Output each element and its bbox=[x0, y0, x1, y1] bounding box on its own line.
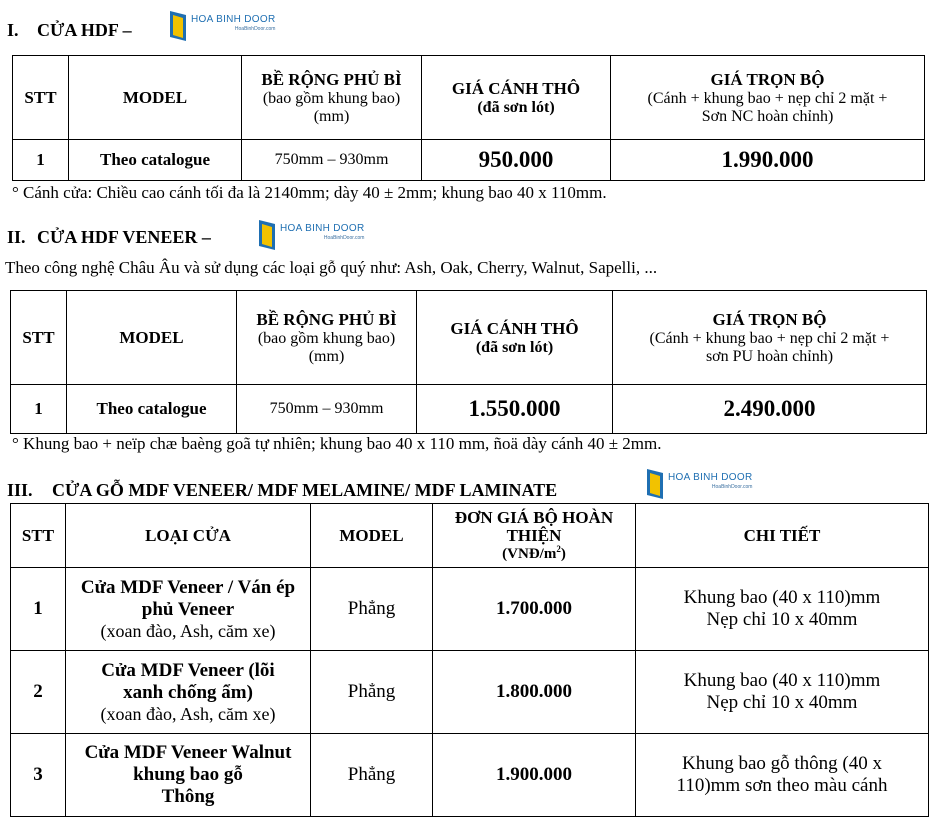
logo-brand-text: HOA BINH DOOR bbox=[280, 223, 365, 234]
cell-detail-line2: Nẹp chỉ 10 x 40mm bbox=[706, 609, 858, 630]
header-stt: STT bbox=[11, 504, 66, 568]
cell-full-price: 1.990.000 bbox=[611, 140, 925, 181]
header-full-sub2: Sơn NC hoàn chỉnh) bbox=[701, 107, 834, 125]
section3-title: CỬA GỖ MDF VENEER/ MDF MELAMINE/ MDF LAMINATE bbox=[52, 480, 558, 500]
header-price-unit: $(VNĐ/m^2)$ bbox=[502, 543, 566, 562]
cell-type bbox=[66, 651, 311, 734]
header-full-price bbox=[611, 56, 925, 140]
header-width-sub1: (bao gồm khung bao) bbox=[262, 89, 401, 107]
cell-price: 1.800.000 bbox=[433, 651, 636, 734]
section1-table bbox=[12, 55, 925, 181]
header-width-sub1: (bao gồm khung bao) bbox=[257, 329, 396, 347]
cell-type-line2: khung bao gỗ bbox=[133, 764, 243, 785]
header-width-title: BỀ RỘNG PHỦ BÌ bbox=[256, 309, 397, 329]
section2-intro: Theo công nghệ Châu Âu và sử dụng các loại gỗ quý như: Ash, Oak, Cherry, Walnut, Sapelli, ... bbox=[5, 258, 658, 277]
cell-width: 750mm – 930mm bbox=[242, 140, 422, 181]
table-header-row bbox=[11, 291, 927, 385]
header-raw-title: GIÁ CÁNH THÔ bbox=[450, 318, 579, 338]
cell-detail-line1: Khung bao (40 x 110)mm bbox=[683, 670, 881, 691]
section3-table bbox=[10, 503, 929, 817]
logo-site-text: HoaBinhDoor.com bbox=[323, 235, 365, 241]
header-width-sub2: (mm) bbox=[313, 107, 350, 125]
cell-detail-line1: Khung bao gỗ thông (40 x bbox=[681, 753, 882, 774]
cell-full-price: 2.490.000 bbox=[613, 385, 927, 434]
header-unit-price bbox=[433, 504, 636, 568]
table-header-row bbox=[11, 504, 929, 568]
cell-stt: 2 bbox=[11, 651, 66, 734]
section2-table bbox=[10, 290, 927, 434]
header-width-sub2: (mm) bbox=[308, 347, 345, 365]
header-full-sub1: (Cánh + khung bao + nẹp chỉ 2 mặt + bbox=[649, 329, 890, 347]
logo-site-text: HoaBinhDoor.com bbox=[711, 484, 753, 490]
cell-type-line1: Cửa MDF Veneer / Ván ép bbox=[80, 576, 296, 598]
cell-type-line1: Cửa MDF Veneer Walnut bbox=[84, 742, 292, 763]
brand-logo bbox=[644, 467, 752, 501]
header-full-title: GIÁ TRỌN BỘ bbox=[710, 69, 825, 89]
cell-type-line3: Thông bbox=[161, 786, 215, 807]
cell-raw-price: 1.550.000 bbox=[417, 385, 613, 434]
door-logo-icon bbox=[644, 467, 666, 501]
table-row bbox=[13, 140, 925, 181]
table-header-row bbox=[13, 56, 925, 140]
cell-detail bbox=[636, 734, 929, 817]
cell-detail-line2: Nẹp chỉ 10 x 40mm bbox=[706, 692, 858, 713]
table-row bbox=[11, 385, 927, 434]
section2-heading bbox=[7, 227, 211, 248]
logo-brand-text: HOA BINH DOOR bbox=[668, 472, 753, 483]
cell-type bbox=[66, 568, 311, 651]
cell-stt: 1 bbox=[11, 385, 67, 434]
cell-price: 1.700.000 bbox=[433, 568, 636, 651]
cell-model: Phẳng bbox=[311, 734, 433, 817]
cell-detail-line1: Khung bao (40 x 110)mm bbox=[683, 587, 881, 608]
cell-model: Phẳng bbox=[311, 568, 433, 651]
section3-number: III. bbox=[7, 480, 33, 500]
header-full-price bbox=[613, 291, 927, 385]
cell-stt: 3 bbox=[11, 734, 66, 817]
cell-model: Theo catalogue bbox=[67, 385, 237, 434]
header-price-line1: ĐƠN GIÁ BỘ HOÀN bbox=[454, 507, 614, 527]
cell-type bbox=[66, 734, 311, 817]
header-detail: CHI TIẾT bbox=[636, 504, 929, 568]
cell-stt: 1 bbox=[13, 140, 69, 181]
header-full-sub2: sơn PU hoàn chỉnh) bbox=[705, 347, 834, 365]
header-full-sub1: (Cánh + khung bao + nẹp chỉ 2 mặt + bbox=[647, 89, 888, 107]
cell-raw-price: 950.000 bbox=[422, 140, 611, 181]
header-raw-price bbox=[417, 291, 613, 385]
cell-detail-line2: 110)mm sơn theo màu cánh bbox=[676, 775, 888, 796]
header-raw-sub: (đã sơn lót) bbox=[475, 338, 554, 356]
section1-note: ° Cánh cửa: Chiều cao cánh tối đa là 2140mm; dày 40 ± 2mm; khung bao 40 x 110mm. bbox=[12, 183, 607, 202]
cell-type-line2: phủ Veneer bbox=[141, 598, 235, 620]
header-model: MODEL bbox=[67, 291, 237, 385]
header-model: MODEL bbox=[69, 56, 242, 140]
brand-logo bbox=[256, 218, 364, 252]
header-raw-title: GIÁ CÁNH THÔ bbox=[451, 78, 581, 98]
cell-width: 750mm – 930mm bbox=[237, 385, 417, 434]
cell-detail bbox=[636, 651, 929, 734]
cell-stt: 1 bbox=[11, 568, 66, 651]
header-stt: STT bbox=[11, 291, 67, 385]
cell-type-line1: Cửa MDF Veneer (lõi bbox=[101, 659, 275, 681]
header-width bbox=[242, 56, 422, 140]
header-raw-sub: (đã sơn lót) bbox=[477, 98, 555, 116]
header-width-title: BỀ RỘNG PHỦ BÌ bbox=[261, 69, 402, 89]
cell-model: Theo catalogue bbox=[69, 140, 242, 181]
cell-detail bbox=[636, 568, 929, 651]
table-row bbox=[11, 568, 929, 651]
cell-type-line3: (xoan đào, Ash, căm xe) bbox=[100, 620, 276, 641]
section2-note: ° Khung bao + neïp chæ baèng goã tự nhiên; khung bao 40 x 110 mm, ñoä dày cánh 40 ± 2mm. bbox=[12, 434, 662, 453]
brand-logo bbox=[167, 9, 275, 43]
header-stt: STT bbox=[13, 56, 69, 140]
header-type: LOẠI CỬA bbox=[66, 504, 311, 568]
header-full-title: GIÁ TRỌN BỘ bbox=[712, 309, 827, 329]
section1-title: CỬA HDF – bbox=[37, 20, 132, 40]
section2-number: II. bbox=[7, 227, 26, 247]
section1-number: I. bbox=[7, 20, 19, 40]
door-logo-icon bbox=[256, 218, 278, 252]
header-width bbox=[237, 291, 417, 385]
cell-model: Phẳng bbox=[311, 651, 433, 734]
logo-brand-text: HOA BINH DOOR bbox=[191, 14, 276, 25]
table-row bbox=[11, 651, 929, 734]
cell-type-line2: xanh chống ẩm) bbox=[123, 681, 253, 703]
header-price-line2: THIỆN bbox=[506, 525, 562, 545]
door-logo-icon bbox=[167, 9, 189, 43]
section1-heading bbox=[7, 20, 132, 41]
section2-title: CỬA HDF VENEER – bbox=[37, 227, 211, 247]
cell-price: 1.900.000 bbox=[433, 734, 636, 817]
section3-heading bbox=[7, 480, 557, 501]
logo-site-text: HoaBinhDoor.com bbox=[234, 26, 276, 32]
table-row bbox=[11, 734, 929, 817]
cell-type-line3: (xoan đào, Ash, căm xe) bbox=[100, 703, 276, 724]
header-raw-price bbox=[422, 56, 611, 140]
header-model: MODEL bbox=[311, 504, 433, 568]
